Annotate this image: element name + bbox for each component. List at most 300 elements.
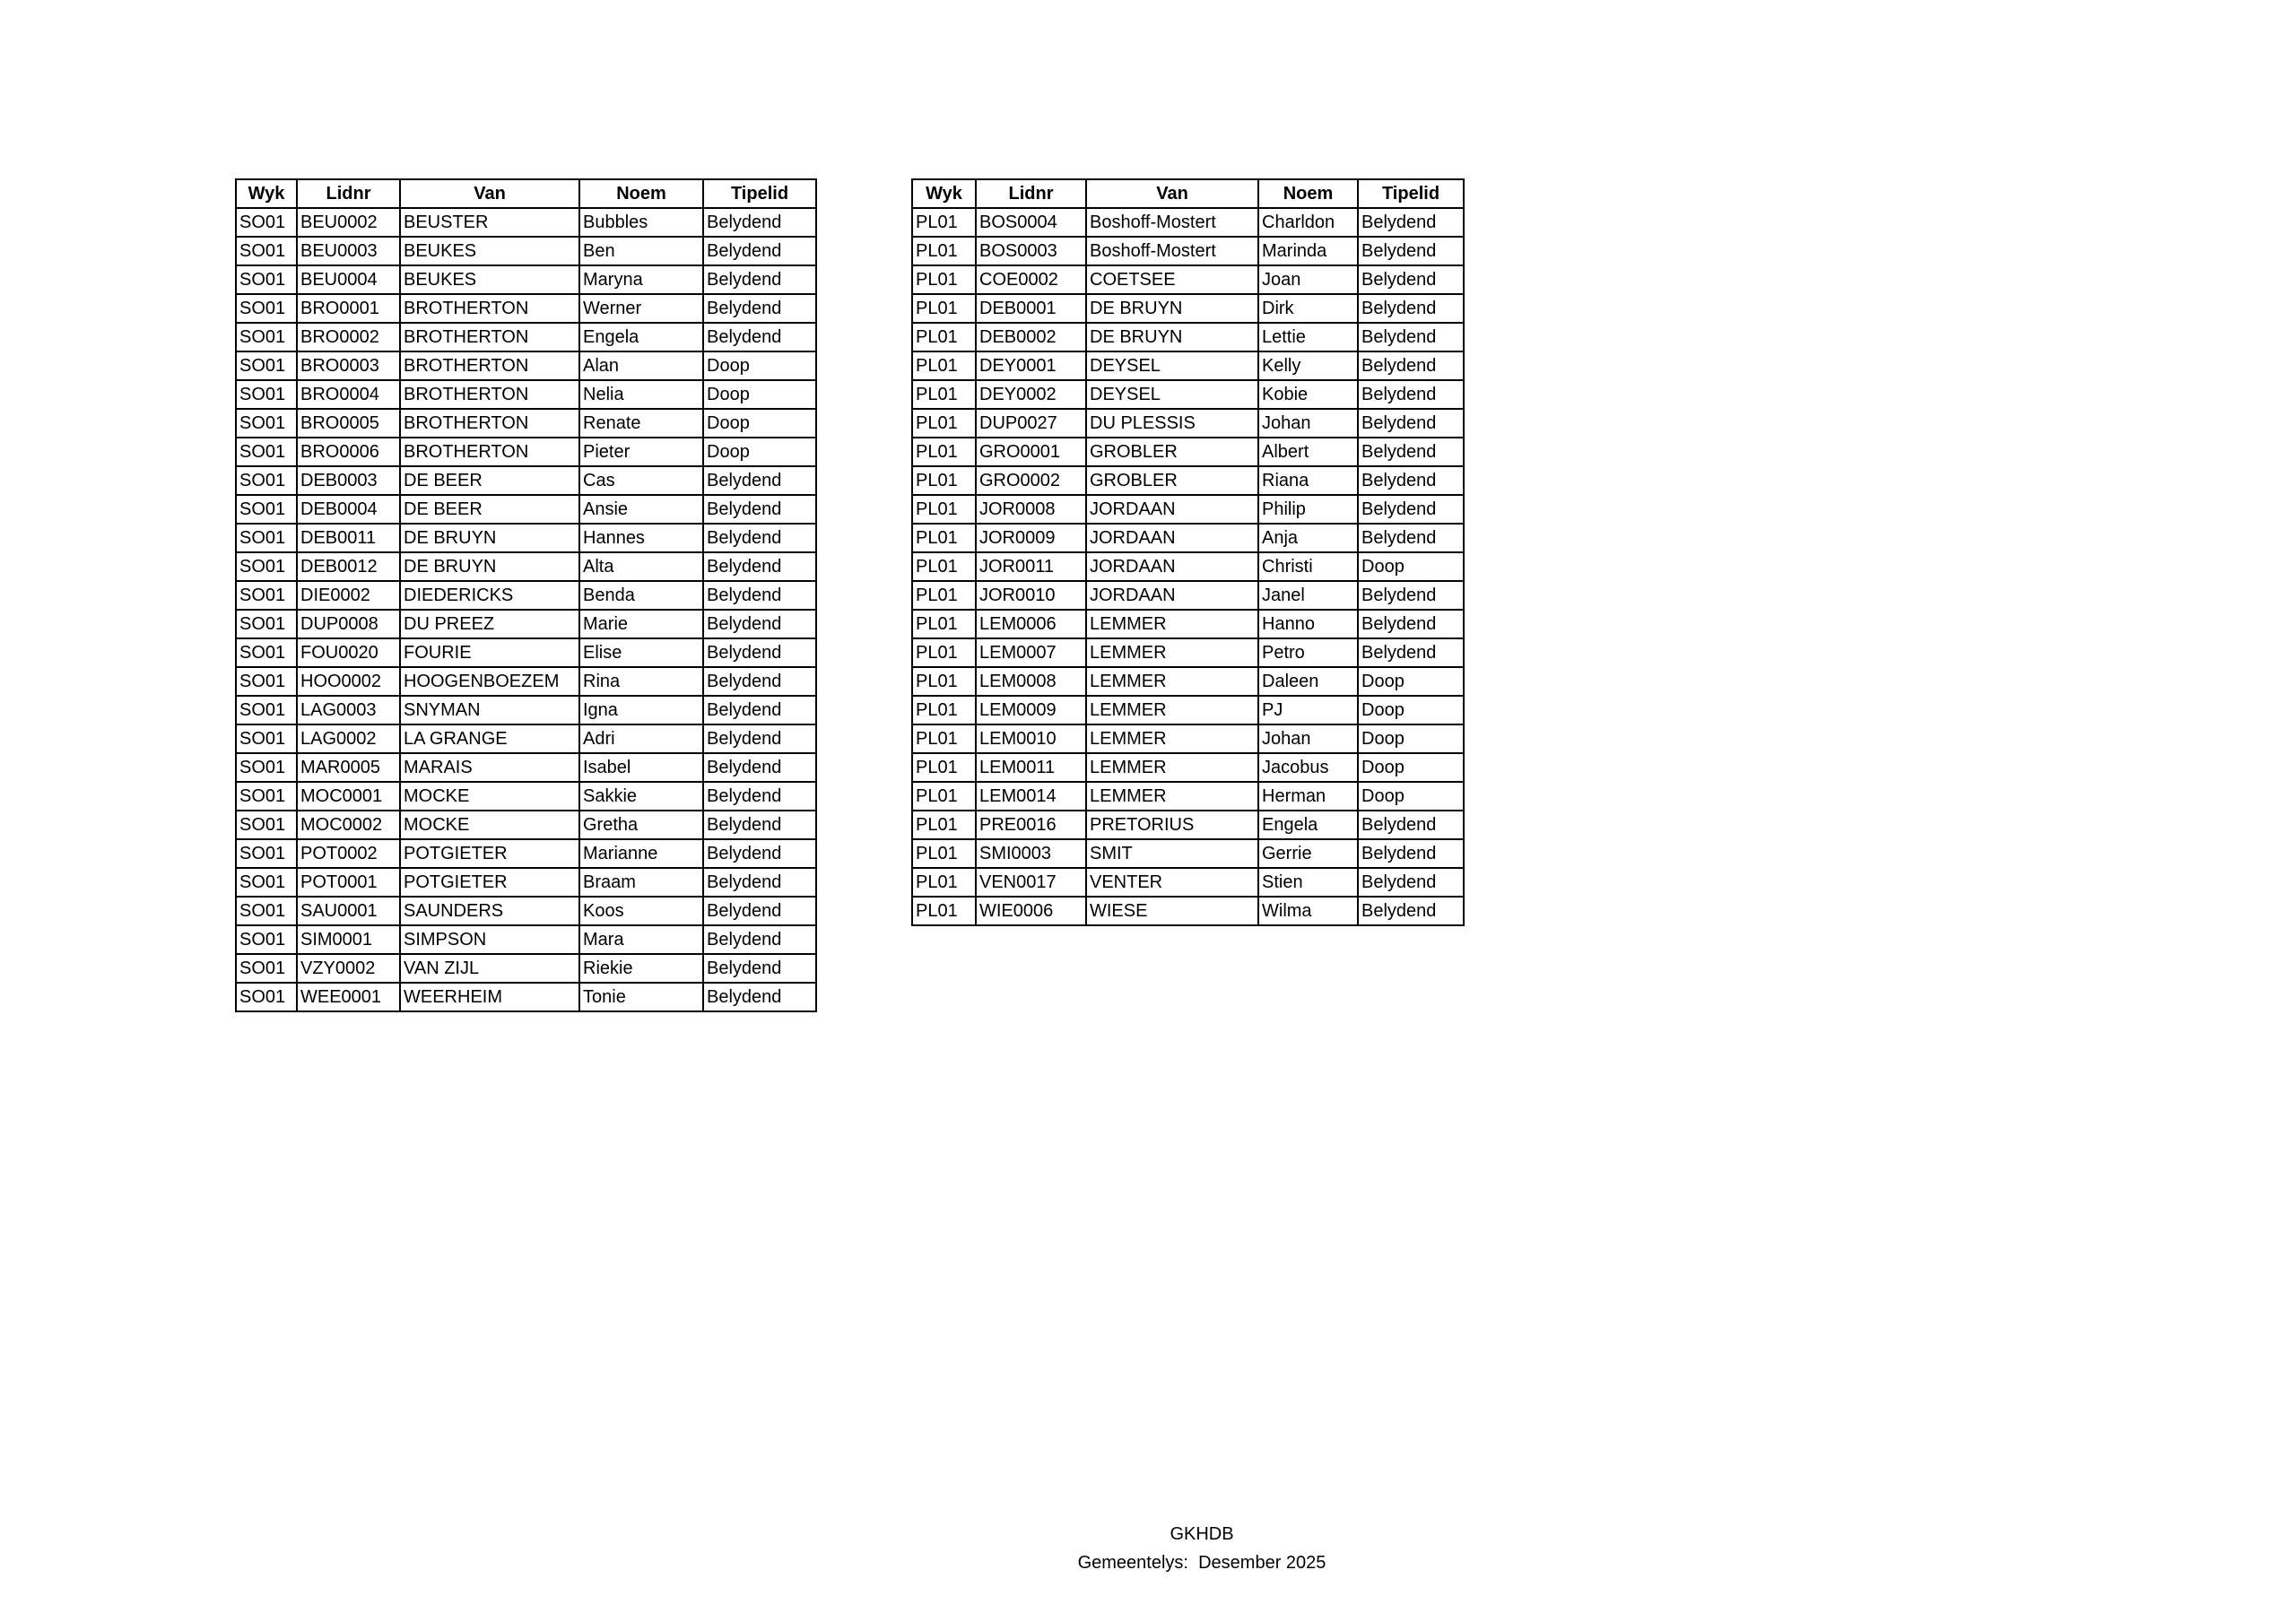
cell-noem: Igna bbox=[579, 696, 703, 724]
cell-noem: Alan bbox=[579, 351, 703, 380]
cell-van: LEMMER bbox=[1086, 782, 1258, 811]
cell-lidnr: JOR0009 bbox=[976, 524, 1086, 552]
cell-lidnr: POT0002 bbox=[297, 839, 400, 868]
cell-van: JORDAAN bbox=[1086, 495, 1258, 524]
cell-wyk: SO01 bbox=[236, 495, 297, 524]
table-row bbox=[912, 897, 1464, 925]
table-row bbox=[912, 380, 1464, 409]
cell-van: BROTHERTON bbox=[400, 351, 579, 380]
column-header-lidnr: Lidnr bbox=[976, 179, 1086, 208]
cell-lidnr: DEB0001 bbox=[976, 294, 1086, 323]
cell-tipelid: Belydend bbox=[1358, 409, 1464, 438]
table-row bbox=[236, 696, 816, 724]
cell-wyk: PL01 bbox=[912, 552, 976, 581]
cell-lidnr: HOO0002 bbox=[297, 667, 400, 696]
table-row bbox=[236, 380, 816, 409]
cell-tipelid: Belydend bbox=[703, 524, 816, 552]
cell-noem: Dirk bbox=[1258, 294, 1358, 323]
cell-wyk: SO01 bbox=[236, 380, 297, 409]
cell-lidnr: BOS0004 bbox=[976, 208, 1086, 237]
cell-noem: Kobie bbox=[1258, 380, 1358, 409]
cell-noem: Janel bbox=[1258, 581, 1358, 610]
table-row bbox=[236, 610, 816, 638]
cell-lidnr: MAR0005 bbox=[297, 753, 400, 782]
cell-wyk: PL01 bbox=[912, 208, 976, 237]
cell-tipelid: Belydend bbox=[703, 610, 816, 638]
table-row bbox=[236, 868, 816, 897]
table-row bbox=[912, 667, 1464, 696]
cell-noem: Renate bbox=[579, 409, 703, 438]
cell-wyk: PL01 bbox=[912, 438, 976, 466]
cell-tipelid: Belydend bbox=[1358, 323, 1464, 351]
cell-tipelid: Belydend bbox=[1358, 351, 1464, 380]
footer-list-title: Gemeentelys: Desember 2025 bbox=[1077, 1553, 1326, 1573]
cell-tipelid: Belydend bbox=[1358, 868, 1464, 897]
cell-tipelid: Belydend bbox=[703, 208, 816, 237]
cell-van: COETSEE bbox=[1086, 265, 1258, 294]
member-table-so01 bbox=[235, 178, 817, 1012]
cell-noem: Benda bbox=[579, 581, 703, 610]
cell-van: DU PLESSIS bbox=[1086, 409, 1258, 438]
cell-wyk: SO01 bbox=[236, 610, 297, 638]
cell-noem: Maryna bbox=[579, 265, 703, 294]
table-row bbox=[236, 237, 816, 265]
cell-lidnr: WIE0006 bbox=[976, 897, 1086, 925]
cell-wyk: SO01 bbox=[236, 897, 297, 925]
cell-van: WIESE bbox=[1086, 897, 1258, 925]
cell-van: LEMMER bbox=[1086, 696, 1258, 724]
cell-van: MARAIS bbox=[400, 753, 579, 782]
cell-lidnr: DEB0011 bbox=[297, 524, 400, 552]
cell-van: DEYSEL bbox=[1086, 351, 1258, 380]
cell-tipelid: Doop bbox=[1358, 724, 1464, 753]
cell-lidnr: DEY0002 bbox=[976, 380, 1086, 409]
cell-noem: Nelia bbox=[579, 380, 703, 409]
cell-van: VAN ZIJL bbox=[400, 954, 579, 983]
cell-wyk: PL01 bbox=[912, 667, 976, 696]
cell-tipelid: Belydend bbox=[703, 323, 816, 351]
cell-noem: Gerrie bbox=[1258, 839, 1358, 868]
cell-tipelid: Doop bbox=[703, 438, 816, 466]
cell-lidnr: BRO0005 bbox=[297, 409, 400, 438]
column-header-van: Van bbox=[1086, 179, 1258, 208]
column-header-tipelid: Tipelid bbox=[1358, 179, 1464, 208]
cell-noem: Koos bbox=[579, 897, 703, 925]
cell-noem: Mara bbox=[579, 925, 703, 954]
table-row bbox=[912, 323, 1464, 351]
cell-tipelid: Doop bbox=[703, 409, 816, 438]
cell-wyk: SO01 bbox=[236, 552, 297, 581]
cell-tipelid: Belydend bbox=[703, 696, 816, 724]
cell-wyk: PL01 bbox=[912, 351, 976, 380]
cell-tipelid: Belydend bbox=[703, 724, 816, 753]
cell-noem: Riana bbox=[1258, 466, 1358, 495]
cell-noem: Johan bbox=[1258, 409, 1358, 438]
cell-lidnr: MOC0001 bbox=[297, 782, 400, 811]
cell-wyk: PL01 bbox=[912, 811, 976, 839]
cell-lidnr: SAU0001 bbox=[297, 897, 400, 925]
cell-noem: Hannes bbox=[579, 524, 703, 552]
cell-lidnr: DEB0002 bbox=[976, 323, 1086, 351]
cell-van: BROTHERTON bbox=[400, 323, 579, 351]
table-row bbox=[236, 954, 816, 983]
table-row bbox=[912, 610, 1464, 638]
cell-van: DE BRUYN bbox=[1086, 323, 1258, 351]
cell-wyk: PL01 bbox=[912, 897, 976, 925]
cell-van: DE BRUYN bbox=[1086, 294, 1258, 323]
cell-lidnr: DEB0004 bbox=[297, 495, 400, 524]
cell-van: BROTHERTON bbox=[400, 438, 579, 466]
cell-wyk: PL01 bbox=[912, 495, 976, 524]
cell-van: LEMMER bbox=[1086, 667, 1258, 696]
cell-noem: Rina bbox=[579, 667, 703, 696]
cell-van: BROTHERTON bbox=[400, 380, 579, 409]
cell-wyk: SO01 bbox=[236, 667, 297, 696]
cell-lidnr: DEY0001 bbox=[976, 351, 1086, 380]
cell-noem: Ansie bbox=[579, 495, 703, 524]
table-row bbox=[236, 208, 816, 237]
cell-tipelid: Doop bbox=[1358, 667, 1464, 696]
cell-noem: Albert bbox=[1258, 438, 1358, 466]
cell-tipelid: Belydend bbox=[1358, 839, 1464, 868]
cell-noem: Hanno bbox=[1258, 610, 1358, 638]
cell-lidnr: GRO0002 bbox=[976, 466, 1086, 495]
cell-lidnr: DUP0027 bbox=[976, 409, 1086, 438]
cell-wyk: PL01 bbox=[912, 581, 976, 610]
cell-wyk: SO01 bbox=[236, 323, 297, 351]
table-row bbox=[912, 724, 1464, 753]
cell-van: DE BRUYN bbox=[400, 552, 579, 581]
cell-lidnr: BEU0004 bbox=[297, 265, 400, 294]
cell-wyk: SO01 bbox=[236, 524, 297, 552]
table-row bbox=[236, 667, 816, 696]
cell-van: JORDAAN bbox=[1086, 552, 1258, 581]
cell-wyk: SO01 bbox=[236, 811, 297, 839]
table-row bbox=[912, 351, 1464, 380]
cell-noem: Kelly bbox=[1258, 351, 1358, 380]
table-row bbox=[912, 782, 1464, 811]
cell-wyk: SO01 bbox=[236, 466, 297, 495]
cell-tipelid: Belydend bbox=[703, 667, 816, 696]
cell-tipelid: Belydend bbox=[703, 925, 816, 954]
cell-tipelid: Doop bbox=[1358, 753, 1464, 782]
cell-van: BEUSTER bbox=[400, 208, 579, 237]
cell-tipelid: Belydend bbox=[1358, 495, 1464, 524]
cell-tipelid: Belydend bbox=[703, 983, 816, 1011]
cell-wyk: PL01 bbox=[912, 294, 976, 323]
cell-tipelid: Belydend bbox=[1358, 638, 1464, 667]
table-row bbox=[236, 839, 816, 868]
cell-tipelid: Belydend bbox=[703, 581, 816, 610]
cell-wyk: PL01 bbox=[912, 868, 976, 897]
cell-noem: Gretha bbox=[579, 811, 703, 839]
member-table-pl01 bbox=[911, 178, 1465, 926]
cell-wyk: PL01 bbox=[912, 237, 976, 265]
cell-wyk: PL01 bbox=[912, 753, 976, 782]
table-row bbox=[912, 839, 1464, 868]
cell-lidnr: SMI0003 bbox=[976, 839, 1086, 868]
cell-van: FOURIE bbox=[400, 638, 579, 667]
cell-tipelid: Doop bbox=[1358, 696, 1464, 724]
cell-lidnr: LEM0007 bbox=[976, 638, 1086, 667]
cell-lidnr: SIM0001 bbox=[297, 925, 400, 954]
cell-van: MOCKE bbox=[400, 811, 579, 839]
cell-noem: Sakkie bbox=[579, 782, 703, 811]
cell-noem: Ben bbox=[579, 237, 703, 265]
cell-van: DEYSEL bbox=[1086, 380, 1258, 409]
cell-van: BEUKES bbox=[400, 265, 579, 294]
column-header-van: Van bbox=[400, 179, 579, 208]
cell-tipelid: Doop bbox=[703, 351, 816, 380]
cell-wyk: PL01 bbox=[912, 782, 976, 811]
cell-lidnr: DEB0003 bbox=[297, 466, 400, 495]
column-header-tipelid: Tipelid bbox=[703, 179, 816, 208]
table-row bbox=[236, 409, 816, 438]
table-row bbox=[912, 409, 1464, 438]
cell-van: BEUKES bbox=[400, 237, 579, 265]
table-row bbox=[236, 265, 816, 294]
cell-tipelid: Belydend bbox=[1358, 466, 1464, 495]
cell-lidnr: LEM0010 bbox=[976, 724, 1086, 753]
cell-lidnr: LEM0008 bbox=[976, 667, 1086, 696]
cell-lidnr: BRO0003 bbox=[297, 351, 400, 380]
cell-wyk: SO01 bbox=[236, 983, 297, 1011]
cell-van: POTGIETER bbox=[400, 839, 579, 868]
cell-noem: Joan bbox=[1258, 265, 1358, 294]
cell-van: WEERHEIM bbox=[400, 983, 579, 1011]
table-row bbox=[236, 782, 816, 811]
cell-lidnr: WEE0001 bbox=[297, 983, 400, 1011]
table-row bbox=[912, 495, 1464, 524]
cell-van: MOCKE bbox=[400, 782, 579, 811]
cell-van: PRETORIUS bbox=[1086, 811, 1258, 839]
table-row bbox=[236, 438, 816, 466]
cell-lidnr: LAG0002 bbox=[297, 724, 400, 753]
cell-van: GROBLER bbox=[1086, 466, 1258, 495]
cell-noem: Anja bbox=[1258, 524, 1358, 552]
table-row bbox=[236, 524, 816, 552]
cell-lidnr: VEN0017 bbox=[976, 868, 1086, 897]
cell-lidnr: GRO0001 bbox=[976, 438, 1086, 466]
cell-noem: Cas bbox=[579, 466, 703, 495]
cell-noem: Engela bbox=[579, 323, 703, 351]
cell-van: Boshoff-Mostert bbox=[1086, 237, 1258, 265]
cell-tipelid: Belydend bbox=[703, 466, 816, 495]
cell-tipelid: Belydend bbox=[703, 782, 816, 811]
cell-wyk: SO01 bbox=[236, 638, 297, 667]
cell-lidnr: LEM0014 bbox=[976, 782, 1086, 811]
table-row bbox=[912, 811, 1464, 839]
cell-lidnr: BRO0004 bbox=[297, 380, 400, 409]
cell-noem: Wilma bbox=[1258, 897, 1358, 925]
cell-lidnr: DUP0008 bbox=[297, 610, 400, 638]
cell-van: JORDAAN bbox=[1086, 524, 1258, 552]
cell-van: DE BEER bbox=[400, 466, 579, 495]
cell-wyk: SO01 bbox=[236, 294, 297, 323]
table-row bbox=[236, 351, 816, 380]
cell-wyk: PL01 bbox=[912, 610, 976, 638]
column-header-lidnr: Lidnr bbox=[297, 179, 400, 208]
cell-tipelid: Belydend bbox=[703, 552, 816, 581]
cell-lidnr: JOR0008 bbox=[976, 495, 1086, 524]
cell-wyk: SO01 bbox=[236, 438, 297, 466]
cell-wyk: SO01 bbox=[236, 696, 297, 724]
table-row bbox=[912, 265, 1464, 294]
cell-tipelid: Belydend bbox=[703, 495, 816, 524]
footer-organization: GKHDB bbox=[1170, 1524, 1234, 1544]
cell-wyk: PL01 bbox=[912, 696, 976, 724]
cell-noem: Jacobus bbox=[1258, 753, 1358, 782]
cell-noem: Stien bbox=[1258, 868, 1358, 897]
table-row bbox=[912, 237, 1464, 265]
cell-lidnr: DIE0002 bbox=[297, 581, 400, 610]
table-row bbox=[912, 581, 1464, 610]
cell-tipelid: Belydend bbox=[703, 839, 816, 868]
cell-wyk: PL01 bbox=[912, 724, 976, 753]
cell-wyk: PL01 bbox=[912, 524, 976, 552]
cell-tipelid: Belydend bbox=[1358, 811, 1464, 839]
cell-lidnr: LEM0009 bbox=[976, 696, 1086, 724]
table-row bbox=[912, 466, 1464, 495]
column-header-noem: Noem bbox=[579, 179, 703, 208]
cell-van: LEMMER bbox=[1086, 753, 1258, 782]
cell-noem: Marinda bbox=[1258, 237, 1358, 265]
cell-noem: Pieter bbox=[579, 438, 703, 466]
cell-wyk: SO01 bbox=[236, 581, 297, 610]
cell-wyk: SO01 bbox=[236, 868, 297, 897]
cell-lidnr: LEM0011 bbox=[976, 753, 1086, 782]
cell-noem: Isabel bbox=[579, 753, 703, 782]
cell-wyk: SO01 bbox=[236, 839, 297, 868]
cell-tipelid: Belydend bbox=[703, 811, 816, 839]
cell-wyk: PL01 bbox=[912, 380, 976, 409]
table-row bbox=[912, 524, 1464, 552]
cell-lidnr: COE0002 bbox=[976, 265, 1086, 294]
cell-van: SMIT bbox=[1086, 839, 1258, 868]
cell-wyk: PL01 bbox=[912, 409, 976, 438]
cell-tipelid: Belydend bbox=[703, 897, 816, 925]
cell-tipelid: Belydend bbox=[1358, 438, 1464, 466]
cell-wyk: SO01 bbox=[236, 782, 297, 811]
cell-wyk: PL01 bbox=[912, 323, 976, 351]
cell-lidnr: BRO0001 bbox=[297, 294, 400, 323]
table-row bbox=[236, 925, 816, 954]
cell-tipelid: Belydend bbox=[1358, 237, 1464, 265]
cell-noem: Braam bbox=[579, 868, 703, 897]
cell-lidnr: FOU0020 bbox=[297, 638, 400, 667]
cell-van: POTGIETER bbox=[400, 868, 579, 897]
table-row bbox=[912, 208, 1464, 237]
cell-noem: Werner bbox=[579, 294, 703, 323]
cell-van: SAUNDERS bbox=[400, 897, 579, 925]
cell-wyk: PL01 bbox=[912, 466, 976, 495]
cell-noem: Bubbles bbox=[579, 208, 703, 237]
cell-noem: Daleen bbox=[1258, 667, 1358, 696]
cell-tipelid: Belydend bbox=[1358, 294, 1464, 323]
cell-lidnr: PRE0016 bbox=[976, 811, 1086, 839]
table-row bbox=[236, 294, 816, 323]
cell-van: BROTHERTON bbox=[400, 294, 579, 323]
cell-tipelid: Belydend bbox=[703, 237, 816, 265]
cell-noem: Herman bbox=[1258, 782, 1358, 811]
table-row bbox=[236, 495, 816, 524]
table-row bbox=[236, 897, 816, 925]
table-row bbox=[236, 638, 816, 667]
cell-wyk: PL01 bbox=[912, 638, 976, 667]
cell-wyk: SO01 bbox=[236, 265, 297, 294]
cell-lidnr: JOR0011 bbox=[976, 552, 1086, 581]
table-row bbox=[236, 466, 816, 495]
table-row bbox=[236, 552, 816, 581]
cell-tipelid: Belydend bbox=[1358, 380, 1464, 409]
cell-van: VENTER bbox=[1086, 868, 1258, 897]
column-header-wyk: Wyk bbox=[912, 179, 976, 208]
table-row bbox=[912, 753, 1464, 782]
cell-tipelid: Doop bbox=[1358, 782, 1464, 811]
table-row bbox=[236, 323, 816, 351]
cell-van: HOOGENBOEZEM bbox=[400, 667, 579, 696]
cell-wyk: PL01 bbox=[912, 839, 976, 868]
cell-tipelid: Belydend bbox=[703, 638, 816, 667]
cell-lidnr: BOS0003 bbox=[976, 237, 1086, 265]
cell-noem: Marie bbox=[579, 610, 703, 638]
cell-van: Boshoff-Mostert bbox=[1086, 208, 1258, 237]
table-row bbox=[912, 294, 1464, 323]
cell-wyk: SO01 bbox=[236, 351, 297, 380]
cell-van: DU PREEZ bbox=[400, 610, 579, 638]
column-header-noem: Noem bbox=[1258, 179, 1358, 208]
cell-tipelid: Belydend bbox=[1358, 897, 1464, 925]
cell-tipelid: Belydend bbox=[1358, 524, 1464, 552]
cell-noem: Tonie bbox=[579, 983, 703, 1011]
cell-tipelid: Doop bbox=[703, 380, 816, 409]
cell-noem: Johan bbox=[1258, 724, 1358, 753]
cell-lidnr: MOC0002 bbox=[297, 811, 400, 839]
cell-tipelid: Belydend bbox=[703, 954, 816, 983]
cell-van: LEMMER bbox=[1086, 638, 1258, 667]
cell-noem: Elise bbox=[579, 638, 703, 667]
table-row bbox=[236, 811, 816, 839]
cell-tipelid: Belydend bbox=[1358, 610, 1464, 638]
table-row bbox=[236, 581, 816, 610]
cell-van: LEMMER bbox=[1086, 724, 1258, 753]
cell-wyk: SO01 bbox=[236, 724, 297, 753]
cell-noem: Riekie bbox=[579, 954, 703, 983]
cell-tipelid: Belydend bbox=[1358, 208, 1464, 237]
table-row bbox=[236, 983, 816, 1011]
cell-wyk: PL01 bbox=[912, 265, 976, 294]
cell-lidnr: LEM0006 bbox=[976, 610, 1086, 638]
cell-wyk: SO01 bbox=[236, 954, 297, 983]
cell-wyk: SO01 bbox=[236, 925, 297, 954]
cell-noem: Petro bbox=[1258, 638, 1358, 667]
table-row bbox=[912, 638, 1464, 667]
cell-wyk: SO01 bbox=[236, 409, 297, 438]
cell-van: LA GRANGE bbox=[400, 724, 579, 753]
cell-lidnr: BEU0003 bbox=[297, 237, 400, 265]
cell-noem: Christi bbox=[1258, 552, 1358, 581]
table-row bbox=[912, 438, 1464, 466]
cell-van: DE BRUYN bbox=[400, 524, 579, 552]
cell-lidnr: BRO0002 bbox=[297, 323, 400, 351]
table-header-row bbox=[236, 179, 816, 208]
table-row bbox=[912, 552, 1464, 581]
cell-tipelid: Belydend bbox=[703, 868, 816, 897]
cell-tipelid: Belydend bbox=[703, 294, 816, 323]
cell-lidnr: VZY0002 bbox=[297, 954, 400, 983]
cell-tipelid: Doop bbox=[1358, 552, 1464, 581]
cell-lidnr: BEU0002 bbox=[297, 208, 400, 237]
